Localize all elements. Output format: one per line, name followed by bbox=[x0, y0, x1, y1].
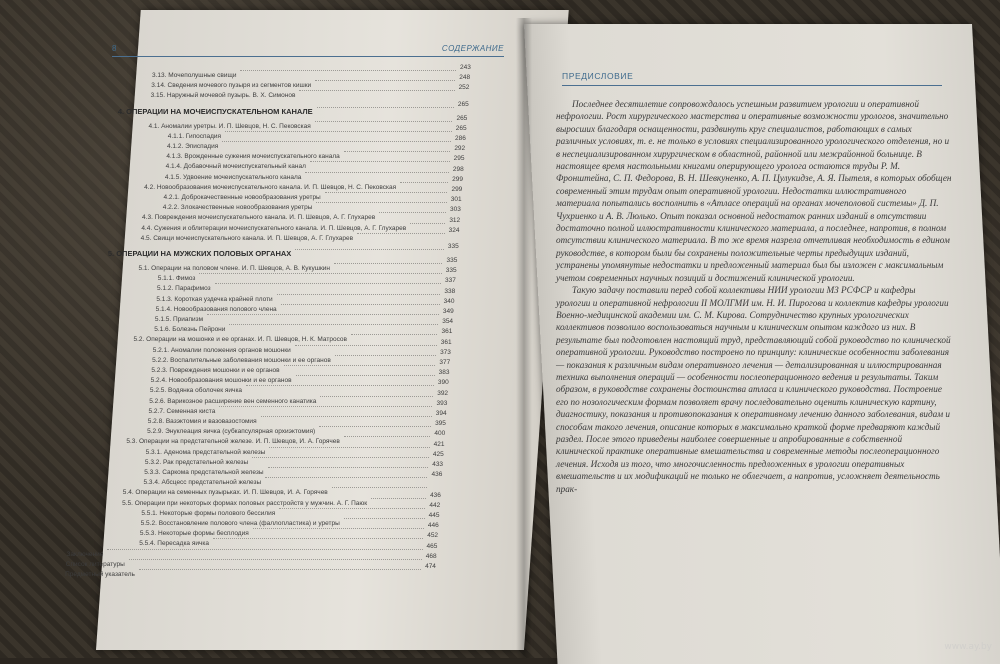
toc-entry-page: 295 bbox=[453, 155, 465, 163]
toc-leader-dots bbox=[319, 426, 431, 427]
toc-leader-dots bbox=[325, 192, 448, 193]
book-gutter bbox=[516, 18, 532, 658]
toc-entry-page: 303 bbox=[450, 206, 461, 214]
toc-entry-page: 446 bbox=[427, 522, 439, 530]
toc-leader-dots bbox=[207, 314, 439, 315]
toc-entry-page: 400 bbox=[434, 430, 446, 438]
toc-leader-dots bbox=[332, 487, 427, 488]
toc-entry bbox=[65, 560, 436, 578]
toc-entry-title: 5.1.1. Фимоз bbox=[157, 275, 196, 283]
toc-entry-title: 5.5.2. Восстановление полового члена (фаллопластика) и уретры bbox=[140, 520, 340, 527]
toc-leader-dots bbox=[344, 151, 451, 152]
toc-leader-dots bbox=[252, 457, 429, 458]
toc-entry-title: 5.2.3. Повреждения мошонки и ее органов bbox=[151, 367, 280, 374]
toc-entry-page: 394 bbox=[435, 410, 447, 417]
toc-entry-title: Предметный указатель bbox=[65, 571, 135, 578]
toc-entry-title: 4.2.2. Злокачественные новообразования уретры bbox=[162, 204, 313, 212]
toc-entry-title: 4.1.1. Гипоспадия bbox=[167, 132, 222, 140]
toc-leader-dots bbox=[410, 223, 445, 224]
toc-entry bbox=[133, 328, 453, 344]
toc-entry-title: 5.1.2. Парафимоз bbox=[157, 285, 211, 293]
toc-leader-dots bbox=[213, 538, 423, 539]
toc-leader-dots bbox=[240, 70, 456, 71]
toc-entry-page: 335 bbox=[445, 267, 457, 275]
toc-entry-page: 445 bbox=[428, 512, 440, 519]
toc-leader-dots bbox=[315, 80, 455, 81]
running-title: СОДЕРЖАНИЕ bbox=[441, 44, 504, 53]
toc-entry-page: 252 bbox=[458, 84, 470, 92]
toc-entry bbox=[150, 84, 470, 100]
toc-entry-title: 5.2.9. Энуклеация яичка (субкапсулярная орхиэктомия) bbox=[147, 428, 316, 436]
toc-entry-title: 5. ОПЕРАЦИИ НА МУЖСКИХ ПОЛОВЫХ ОРГАНАХ bbox=[107, 249, 292, 258]
toc-leader-dots bbox=[295, 345, 437, 346]
toc-entry-page: 442 bbox=[429, 501, 441, 509]
toc-entry-title: 3.13. Мочеполушные свищи bbox=[152, 72, 237, 79]
toc-entry-title: 5.3.4. Абсцесс предстательной железы bbox=[143, 479, 262, 487]
toc-entry-title: 5.2.2. Воспалительные заболевания мошонки и ее органов bbox=[152, 356, 331, 364]
toc-entry bbox=[107, 243, 459, 258]
toc-entry-page: 474 bbox=[425, 563, 436, 570]
toc-entry-title: 4.1.3. Врожденные сужения мочеиспускательного канала bbox=[166, 153, 340, 161]
toc-entry-page: 395 bbox=[435, 420, 446, 428]
toc-entry-page: 324 bbox=[448, 226, 460, 234]
toc-leader-dots bbox=[215, 283, 441, 284]
toc-leader-dots bbox=[400, 182, 448, 183]
toc-entry bbox=[143, 469, 443, 487]
toc-entry-title: 5.5.1. Некоторые формы полового бессилия bbox=[141, 509, 276, 517]
toc-leader-dots bbox=[219, 406, 432, 407]
toc-entry-page: 433 bbox=[432, 461, 444, 468]
toc-entry-page: 349 bbox=[442, 308, 454, 315]
toc-leader-dots bbox=[334, 263, 442, 264]
toc-entry-page: 390 bbox=[437, 379, 449, 387]
toc-leader-dots bbox=[351, 334, 437, 335]
toc-entry-title: 4.5. Свищи мочеиспускательного канала. И. П. Шевцов, А. Г. Глухарев bbox=[140, 234, 354, 242]
toc-entry-title: 4.1.5. Удвоение мочеиспускательного канала bbox=[164, 173, 302, 181]
toc-leader-dots bbox=[107, 549, 422, 550]
toc-entry-page: 243 bbox=[460, 64, 471, 71]
section-title: ПРЕДИСЛОВИЕ bbox=[562, 71, 942, 86]
toc-entry-page: 286 bbox=[455, 135, 466, 142]
toc-leader-dots bbox=[371, 498, 426, 499]
toc-leader-dots bbox=[344, 518, 425, 519]
toc-leader-dots bbox=[299, 90, 454, 91]
toc-entry-title: 5.2.8. Вазэктомия и вазовазостомия bbox=[147, 418, 257, 425]
toc-entry-title: Список литературы bbox=[65, 560, 125, 568]
toc-entry-title: 5.2.5. Водянка оболочек яичка bbox=[149, 387, 243, 395]
toc-entry-title: Заключение bbox=[66, 550, 104, 558]
toc-entry-page: 436 bbox=[431, 471, 443, 479]
toc-leader-dots bbox=[316, 202, 446, 203]
toc-leader-dots bbox=[317, 107, 454, 108]
toc-leader-dots bbox=[139, 569, 421, 570]
toc-entry-page: 335 bbox=[446, 257, 458, 264]
left-page-header bbox=[112, 44, 504, 57]
toc-entry-title: 5.2.7. Семенная киста bbox=[148, 407, 216, 415]
toc-entry-page: 312 bbox=[449, 216, 461, 224]
toc-entry-page: 361 bbox=[440, 338, 452, 346]
toc-leader-dots bbox=[265, 477, 427, 478]
toc-entry-title: 4.4. Сужения и облитерации мочеиспускательного канала. И. П. Шевцов, А. Г. Глухарев bbox=[141, 224, 407, 232]
toc-entry-title: 5.1. Операции на половом члене. И. П. Шевцов, А. В. Кукушкин bbox=[138, 265, 331, 272]
toc-entry-title: 5.3.1. Аденома предстательной железы bbox=[145, 448, 266, 456]
toc-entry-title: 5.3. Операции на предстательной железе. И. П. Шевцов, И. А. Горячев bbox=[126, 438, 340, 446]
toc-entry-page: 392 bbox=[437, 389, 449, 397]
toc-leader-dots bbox=[296, 375, 435, 376]
toc-entry bbox=[117, 100, 469, 116]
toc-entry-page: 340 bbox=[443, 297, 455, 305]
toc-entry-page: 425 bbox=[432, 450, 444, 458]
toc-entry bbox=[148, 114, 468, 130]
toc-leader-dots bbox=[284, 365, 436, 366]
toc-entry-title: 5.1.5. Приапизм bbox=[154, 316, 204, 323]
toc-entry-page: 299 bbox=[452, 175, 464, 183]
toc-leader-dots bbox=[261, 416, 432, 417]
toc-entry-title: 5.5.4. Пересадка яичка bbox=[139, 540, 209, 548]
toc-leader-dots bbox=[129, 559, 422, 560]
toc-entry-title: 5.1.6. Болезнь Пейрони bbox=[154, 326, 226, 334]
toc-entry-page: 354 bbox=[442, 318, 454, 326]
toc-entry-page: 393 bbox=[436, 399, 448, 407]
toc-entry-page: 452 bbox=[427, 532, 439, 540]
toc-leader-dots bbox=[310, 161, 450, 162]
toc-leader-dots bbox=[305, 172, 448, 173]
toc-leader-dots bbox=[295, 249, 444, 250]
toc-entry-page: 265 bbox=[456, 114, 468, 122]
toc-leader-dots bbox=[269, 447, 429, 448]
toc-leader-dots bbox=[357, 233, 445, 234]
toc-leader-dots bbox=[379, 212, 446, 213]
toc-entry-title: 5.5. Операции при некоторых формах половых расстройств у мужчин. А. Г. Паюк bbox=[122, 499, 368, 507]
toc-entry-title: 4.3. Повреждения мочеиспускательного канала. И. П. Шевцов, А. Г. Глухарев bbox=[142, 214, 376, 222]
toc-entry-page: 335 bbox=[447, 243, 459, 250]
toc-leader-dots bbox=[315, 121, 453, 122]
toc-entry-title: 4.1.4. Добавочный мочеиспускательный канал bbox=[165, 163, 306, 171]
toc-entry-page: 468 bbox=[425, 552, 437, 560]
toc-entry-page: 436 bbox=[430, 491, 441, 499]
preface-paragraph-1: Последнее десятилетие сопровождалось успешным развитием урологии и оперативной нефрологии. Рост хирургического мастерства и оперативные возможности урологов, значительно выросших благодаря оснащенности, раздвинуть круг специалистов, работающих в самых различных условиях, т. е. не только в условиях специализированного урологического отделения, но и в неспециализированном хирургическом в областной, районной или межрайонной больнице. В настоящее время настольными книгами оперирующего уролога остаются труды Р. М. Фронштейна, С. П. Федорова, В. Н. Шевкуненко, А. П. Цулукидзе, А. Я. Пытеля, в которых обобщен современный этим трудам опыт оперативной урологии. Недостатки иллюстративного материала попытались восполнить в «Атласе операций на органах мочеполовой системы» Д. П. Чухриенко и А. В. Люлько. Опыт показал основной недостаток ранних изданий в отсутствии достаточно полной иллюстративности клинического материала, а последнее, напротив, в полном отсутствии клинического материала. В то же время назрела отчетливая необходимость в едином руководстве, в котором были бы сохранены положительные черты предыдущих изданий, устранены упомянутые недостатки и предложенный материал был бы изложен с максимальным учетом современных научных позиций и достижений клинической урологии. bbox=[556, 99, 952, 283]
toc-entry-title: 3.15. Наружный мочевой пузырь. В. Х. Симонов bbox=[150, 92, 296, 100]
toc-leader-dots bbox=[320, 396, 433, 397]
toc-entry-title: 5.2. Операции на мошонке и ее органах. И. П. Шевцов, Н. К. Матросов bbox=[133, 336, 347, 344]
toc-entry-page: 301 bbox=[450, 196, 462, 204]
toc-entry-page: 299 bbox=[451, 186, 463, 193]
toc-leader-dots bbox=[344, 436, 430, 437]
toc-entry-page: 421 bbox=[433, 440, 445, 448]
toc-leader-dots bbox=[253, 528, 424, 529]
toc-entry-title: 5.3.3. Саркома предстательной железы bbox=[144, 469, 264, 476]
toc-leader-dots bbox=[246, 385, 434, 386]
toc-leader-dots bbox=[199, 273, 441, 274]
toc-leader-dots bbox=[222, 141, 451, 142]
toc-entry-title: 5.2.6. Варикозное расширение вен семенного канатика bbox=[149, 397, 317, 405]
toc-entry-page: 361 bbox=[441, 328, 453, 336]
toc-entry-title: 4. ОПЕРАЦИИ НА МОЧЕИСПУСКАТЕЛЬНОМ КАНАЛЕ bbox=[117, 106, 313, 116]
toc-entry bbox=[138, 257, 458, 272]
toc-entry-title: 4.1.2. Эписпадия bbox=[167, 143, 219, 150]
toc-entry-page: 292 bbox=[454, 145, 466, 153]
toc-entry-title: 5.1.4. Новообразования полового члена bbox=[155, 305, 277, 313]
toc-entry-page: 265 bbox=[455, 124, 467, 132]
toc-leader-dots bbox=[335, 355, 436, 356]
toc-leader-dots bbox=[225, 131, 452, 132]
toc-entry-page: 383 bbox=[438, 369, 450, 377]
toc-entry bbox=[144, 173, 464, 191]
toc-entry-title: 5.5.3. Некоторые формы бесплодия bbox=[139, 530, 249, 538]
toc-leader-dots bbox=[229, 324, 438, 325]
toc-entry-title: 4.2. Новообразования мочеиспускательного канала. И. П. Шевцов, Н. С. Пековская bbox=[144, 183, 397, 191]
toc-leader-dots bbox=[277, 294, 441, 295]
watermark: www.ay.by bbox=[944, 642, 992, 652]
toc-entry-title: 5.1.3. Короткая уздечка крайней плоти bbox=[156, 295, 273, 303]
toc-entry-title: 4.1. Аномалии уретры. И. П. Шевцов, Н. С. Пековская bbox=[148, 122, 311, 130]
preface-text bbox=[556, 98, 952, 495]
toc-entry-page: 338 bbox=[444, 287, 456, 295]
toc-entry-page: 248 bbox=[459, 74, 471, 82]
preface-paragraph-2: Такую задачу поставили перед собой коллективы НИИ урологии МЗ РСФСР и кафедры урологии и оперативной нефрологии II МОЛГМИ им. Н. И. Пирогова и коллектив кафедры урологии Военно-медицинской академии им. С. М. Кирова. Сотрудничество крупных урологических коллективов позволило воспользоваться научным и клиническим опытом каждого из них. В результате был подготовлен настоящий труд, представляющий собой руководство по клинической оперативной урологии. Руководство построено по принципу: клинические особенности заболевания — показания к различным видам оперативного лечения — детализированная и иллюстрированная техника выполнения операций — особенности послеоперационного ведения и результаты. Таким образом, в руководстве сохранены достоинства атласа и клинического руководства. Построение его по нозологическим формам позволяет врачу последовательно оценить клиническую картину, диагностику, показания и противопоказания к оперативному лечению данного заболевания, видам и способам такого лечения, описание которых в максимально краткой форме предваряют каждый раздел. После этого приведены наиболее совершенные и апробированные в собственной клинической практике оперативные вмешательства и современные методы послеоперационного лечения. Исходя из того, что многочисленность предложенных в урологии оперативных вмешательств и их модификаций не только не облегчает, а напротив, усложняет деятельность прак- bbox=[556, 285, 951, 494]
toc-leader-dots bbox=[281, 304, 440, 305]
toc-entry-page: 337 bbox=[445, 277, 456, 285]
toc-entry-title: 4.2.1. Доброкачественные новообразования уретры bbox=[163, 194, 321, 201]
toc-leader-dots bbox=[268, 467, 429, 468]
page-number: 8 bbox=[112, 44, 117, 53]
toc-entry bbox=[122, 481, 328, 497]
toc-entry-title: 5.2.1. Аномалии положения органов мошонки bbox=[152, 346, 291, 354]
toc-entry-title: 5.2.4. Новообразования мошонки и ее органов bbox=[150, 377, 292, 385]
toc-leader-dots bbox=[279, 508, 425, 509]
toc-entry-page: 465 bbox=[426, 542, 438, 550]
toc-entry-title: 5.4. Операции на семенных пузырьках. И. П. Шевцов, И. А. Горячев bbox=[122, 489, 328, 497]
toc-entry-title: 3.14. Сведения мочевого пузыря из сегментов кишки bbox=[151, 82, 312, 90]
toc-entry-page: 377 bbox=[439, 359, 451, 366]
toc-entry-page: 298 bbox=[452, 165, 464, 173]
toc-entry-title: 5.3.2. Рак предстательной железы bbox=[144, 458, 249, 466]
toc-entry-page: 373 bbox=[440, 348, 451, 356]
toc-entry-page: 265 bbox=[457, 100, 469, 108]
